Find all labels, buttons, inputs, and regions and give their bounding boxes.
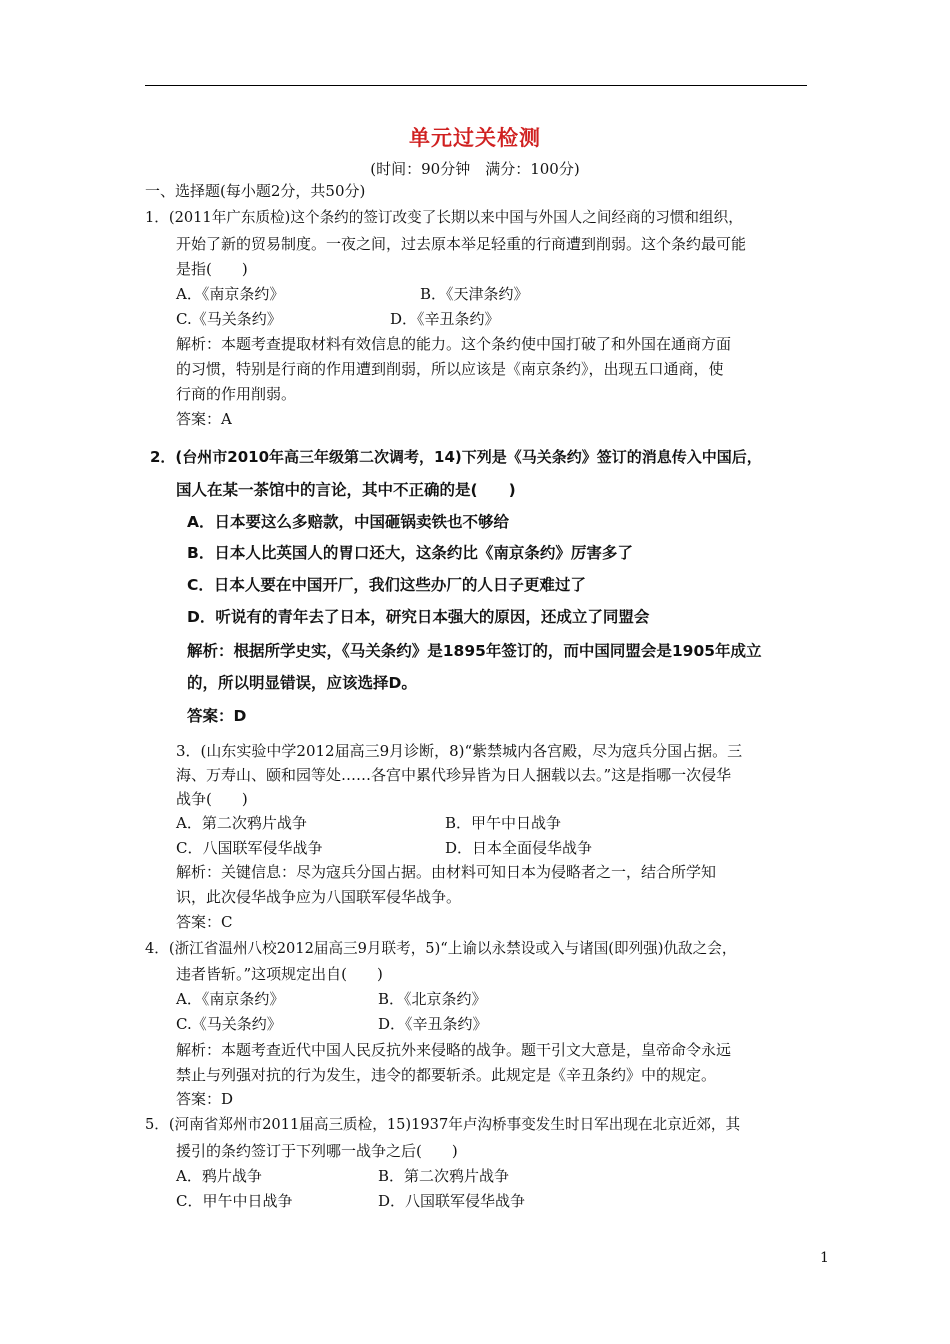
q4-option-b: B．《北京条约》 [378, 990, 487, 1008]
q4-option-d: D．《辛丑条约》 [378, 1015, 488, 1033]
q1-option-b: B．《天津条约》 [420, 285, 529, 303]
q2-option-a: A．日本要这么多赔款，中国砸锅卖铁也不够给 [187, 513, 509, 531]
q5-line2: 援引的条约签订于下列哪一战争之后( ) [176, 1142, 458, 1160]
q2-option-c: C．日本人要在中国开厂，我们这些办厂的人日子更难过了 [187, 576, 586, 594]
q2-option-d: D．听说有的青年去了日本，研究日本强大的原因，还成立了同盟会 [187, 608, 650, 626]
q3-line3: 战争( ) [176, 790, 248, 808]
q1-option-c: C.《马关条约》 [176, 310, 282, 328]
q5-option-d: D．八国联军侵华战争 [378, 1192, 526, 1210]
q1-option-d: D．《辛丑条约》 [390, 310, 500, 328]
q3-option-b: B．甲午中日战争 [445, 814, 562, 832]
q4-option-a: A．《南京条约》 [176, 990, 285, 1008]
q2-analysis-line2: 的，所以明显错误，应该选择D。 [187, 674, 417, 692]
q1-line2: 开始了新的贸易制度。一夜之间，过去原本举足轻重的行商遭到削弱。这个条约最可能 [176, 235, 747, 253]
q5-option-c: C．甲午中日战争 [176, 1192, 293, 1210]
q2-analysis-line1: 解析：根据所学史实，《马关条约》是1895年签订的，而中国同盟会是1905年成立 [187, 642, 762, 660]
header-rule [145, 85, 807, 86]
page-number: 1 [820, 1250, 829, 1266]
page-subtitle: (时间：90分钟 满分：100分) [370, 160, 580, 178]
q1-line3: 是指( ) [176, 260, 248, 278]
q2-option-b: B．日本人比英国人的胃口还大，这条约比《南京条约》厉害多了 [187, 544, 633, 562]
q3-line1: 3．(山东实验中学2012届高三9月诊断，8)“紫禁城内各宫殿，尽为寇兵分国占据。三 [176, 742, 743, 760]
q1-analysis-line2: 的习惯，特别是行商的作用遭到削弱，所以应该是《南京条约》，出现五口通商，使 [176, 360, 724, 378]
q4-answer: 答案：D [176, 1090, 234, 1108]
q3-option-d: D．日本全面侵华战争 [445, 839, 593, 857]
q5-option-b: B．第二次鸦片战争 [378, 1167, 510, 1185]
q3-analysis-line1: 解析：关键信息：尽为寇兵分国占据。由材料可知日本为侵略者之一，结合所学知 [176, 863, 717, 881]
q4-line1: 4．(浙江省温州八校2012届高三9月联考，5)“上谕以永禁设或入与诸国(即列强)仇敌之会， [145, 940, 737, 957]
q4-analysis-line1: 解析：本题考查近代中国人民反抗外来侵略的战争。题干引文大意是，皇帝命令永远 [176, 1041, 732, 1059]
q1-analysis-line3: 行商的作用削弱。 [176, 385, 297, 403]
q1-answer: 答案：A [176, 410, 232, 428]
q4-option-c: C.《马关条约》 [176, 1015, 282, 1033]
q5-line1: 5．(河南省郑州市2011届高三质检，15)1937年卢沟桥事变发生时日军出现在北京近郊，其 [145, 1116, 741, 1133]
section-heading: 一、选择题(每小题2分，共50分) [145, 182, 366, 200]
q2-line2: 国人在某一茶馆中的言论，其中不正确的是( ) [176, 481, 516, 499]
q1-analysis-line1: 解析：本题考查提取材料有效信息的能力。这个条约使中国打破了和外国在通商方面 [176, 335, 732, 353]
q4-analysis-line2: 禁止与列强对抗的行为发生，违令的都要斩杀。此规定是《辛丑条约》中的规定。 [176, 1066, 717, 1084]
q1-line1: 1．(2011年广东质检)这个条约的签订改变了长期以来中国与外国人之间经商的习惯和组织， [145, 209, 743, 226]
page-title: 单元过关检测 [409, 125, 541, 150]
q3-option-a: A．第二次鸦片战争 [176, 814, 307, 832]
q3-analysis-line2: 识，此次侵华战争应为八国联军侵华战争。 [176, 888, 462, 906]
q2-answer: 答案：D [187, 707, 247, 725]
q5-option-a: A．鸦片战争 [176, 1167, 262, 1185]
q1-option-a: A．《南京条约》 [176, 285, 285, 303]
q2-line1: 2．(台州市2010年高三年级第二次调考，14)下列是《马关条约》签订的消息传入中国后， [150, 448, 762, 466]
q3-answer: 答案：C [176, 913, 233, 931]
q3-option-c: C．八国联军侵华战争 [176, 839, 323, 857]
q3-line2: 海、万寿山、颐和园等处……各宫中累代珍异皆为日人捆载以去。”这是指哪一次侵华 [176, 766, 732, 784]
q4-line2: 违者皆斩。”这项规定出自( ) [176, 965, 383, 983]
